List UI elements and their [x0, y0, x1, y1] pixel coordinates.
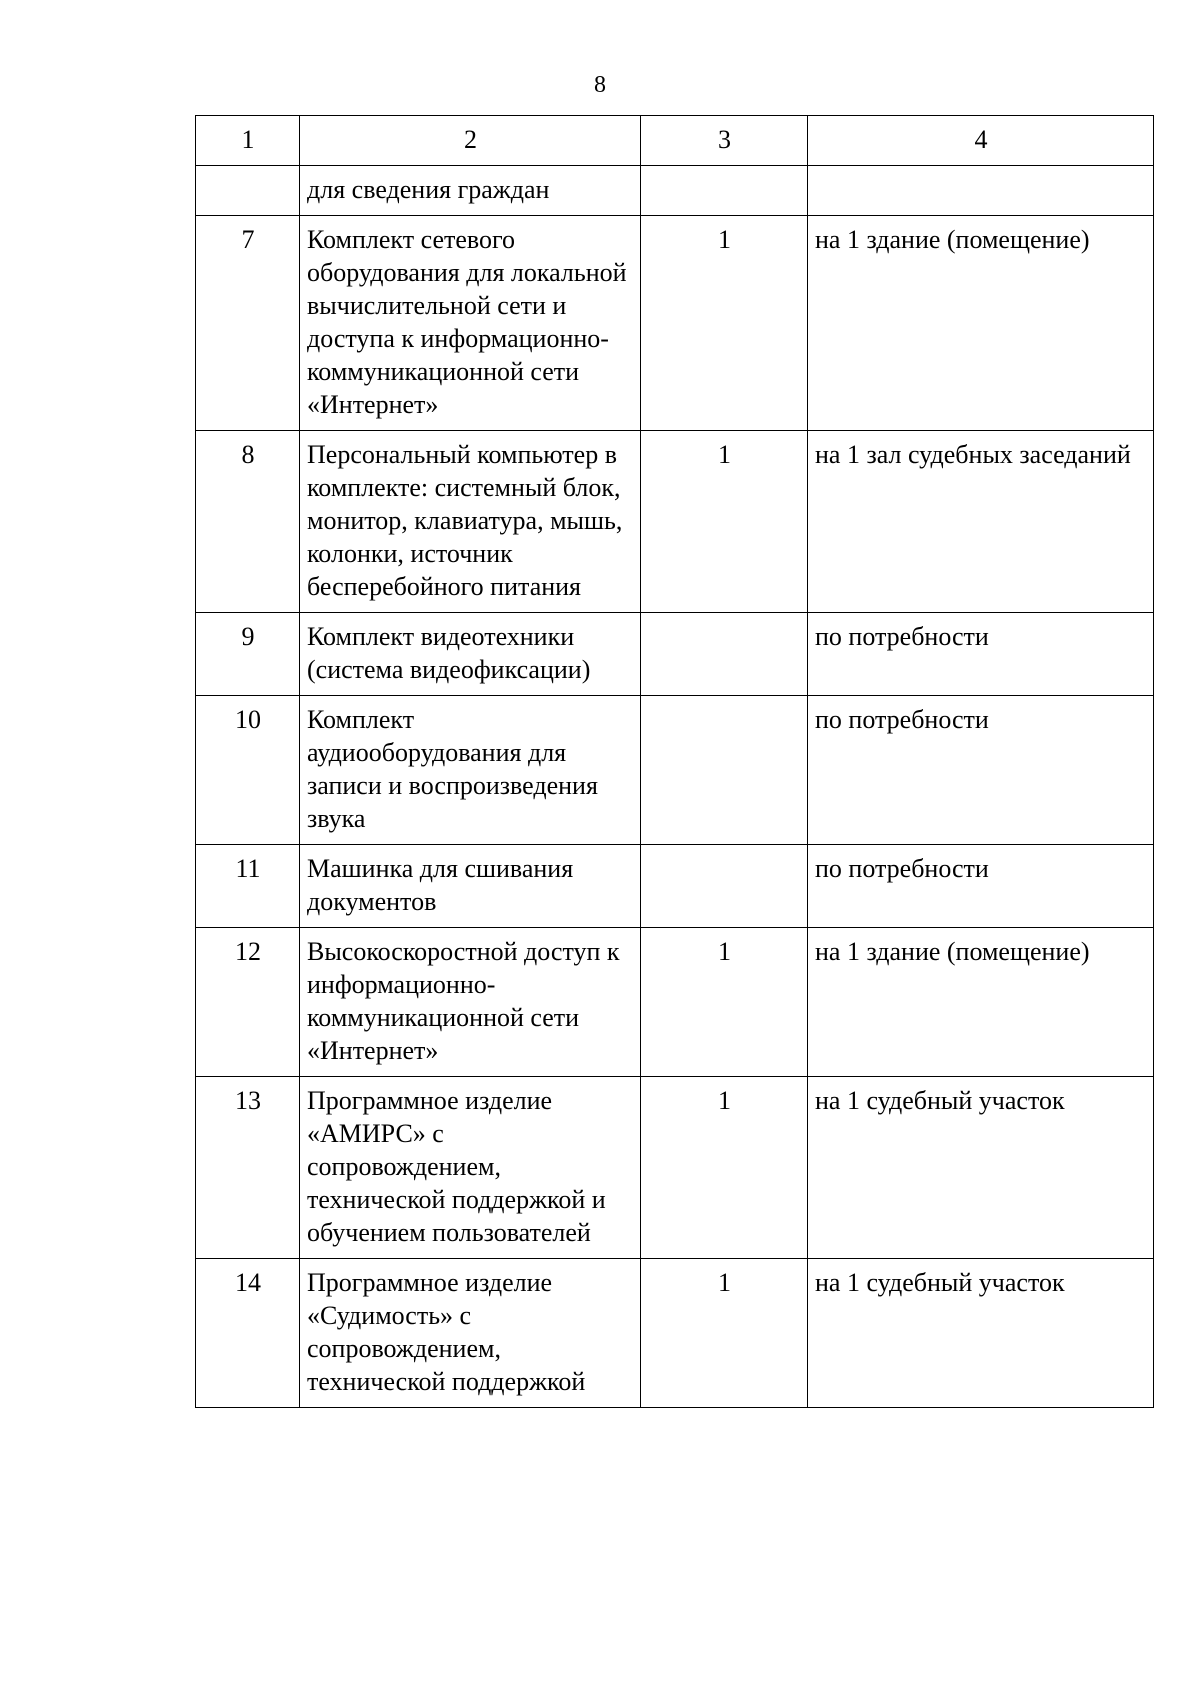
item-quantity: 1 — [641, 928, 808, 1077]
item-name: Персональный компьютер в комплекте: системный блок, монитор, клавиатура, мышь, колонки, источник бесперебойного питания — [300, 431, 641, 613]
item-name: Программное изделие «АМИРС» с сопровождением, технической поддержкой и обучением пользователей — [300, 1077, 641, 1259]
item-note: по потребности — [808, 845, 1154, 928]
item-quantity: 1 — [641, 1259, 808, 1408]
row-number: 7 — [196, 216, 300, 431]
item-quantity: 1 — [641, 431, 808, 613]
item-name: Машинка для сшивания документов — [300, 845, 641, 928]
table-header-row — [196, 116, 1154, 166]
row-number: 11 — [196, 845, 300, 928]
item-name: Комплект сетевого оборудования для локальной вычислительной сети и доступа к информационно-коммуникационной сети «Интернет» — [300, 216, 641, 431]
row-number: 14 — [196, 1259, 300, 1408]
table-row — [196, 1259, 1154, 1408]
header-cell-4: 4 — [808, 116, 1154, 166]
table-row — [196, 1077, 1154, 1259]
header-cell-3: 3 — [641, 116, 808, 166]
item-quantity — [641, 845, 808, 928]
item-note: на 1 судебный участок — [808, 1077, 1154, 1259]
item-note — [808, 166, 1154, 216]
item-note: на 1 здание (помещение) — [808, 928, 1154, 1077]
page-number: 8 — [594, 72, 606, 98]
item-name: для сведения граждан — [300, 166, 641, 216]
item-note: на 1 судебный участок — [808, 1259, 1154, 1408]
table-row — [196, 696, 1154, 845]
row-number — [196, 166, 300, 216]
item-quantity: 1 — [641, 1077, 808, 1259]
equipment-table — [195, 115, 1154, 1408]
row-number: 10 — [196, 696, 300, 845]
table-row — [196, 166, 1154, 216]
item-name: Программное изделие «Судимость» с сопровождением, технической поддержкой — [300, 1259, 641, 1408]
table-row — [196, 845, 1154, 928]
item-quantity — [641, 696, 808, 845]
item-quantity — [641, 613, 808, 696]
item-note: на 1 зал судебных заседаний — [808, 431, 1154, 613]
item-quantity — [641, 166, 808, 216]
table-row — [196, 928, 1154, 1077]
item-note: на 1 здание (помещение) — [808, 216, 1154, 431]
table-row — [196, 431, 1154, 613]
row-number: 12 — [196, 928, 300, 1077]
row-number: 9 — [196, 613, 300, 696]
table-row — [196, 613, 1154, 696]
row-number: 8 — [196, 431, 300, 613]
header-cell-2: 2 — [300, 116, 641, 166]
header-cell-1: 1 — [196, 116, 300, 166]
row-number: 13 — [196, 1077, 300, 1259]
item-note: по потребности — [808, 696, 1154, 845]
item-name: Комплект видеотехники (система видеофиксации) — [300, 613, 641, 696]
item-name: Высокоскоростной доступ к информационно-коммуникационной сети «Интернет» — [300, 928, 641, 1077]
item-note: по потребности — [808, 613, 1154, 696]
item-quantity: 1 — [641, 216, 808, 431]
item-name: Комплект аудиооборудования для записи и воспроизведения звука — [300, 696, 641, 845]
table-row — [196, 216, 1154, 431]
